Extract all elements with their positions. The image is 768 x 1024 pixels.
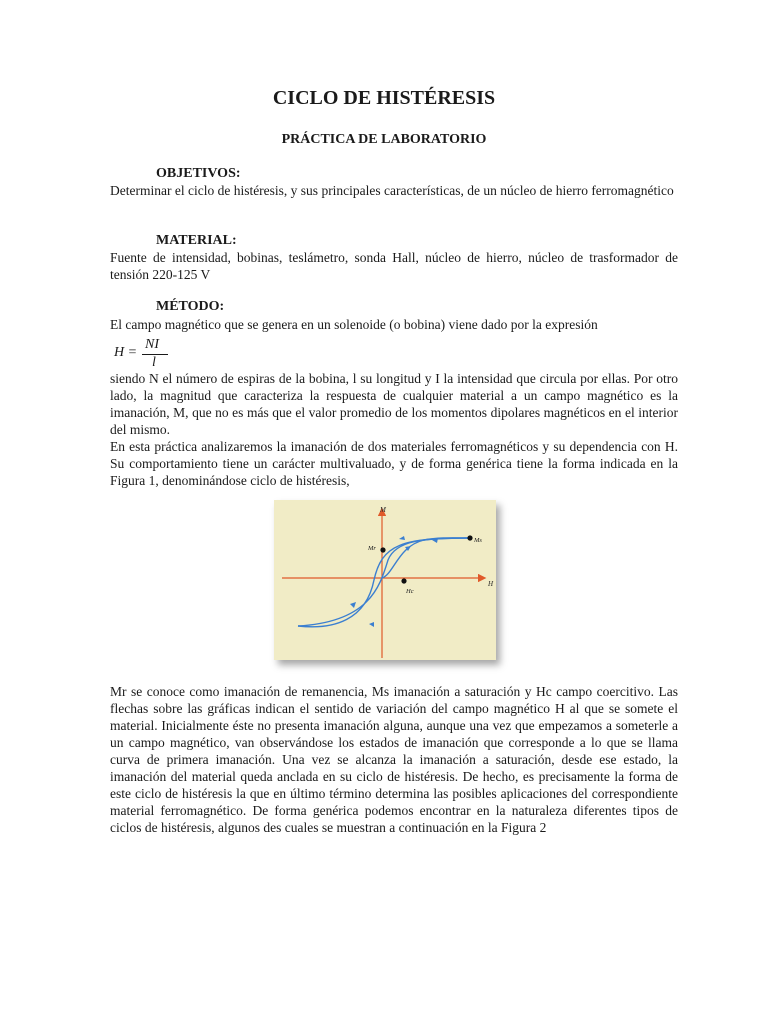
hysteresis-diagram — [274, 500, 496, 660]
first-magnetization-curve — [382, 538, 470, 578]
axis-h-label: H — [488, 580, 494, 588]
material-heading: MATERIAL: — [156, 233, 237, 248]
arrow-icon — [399, 536, 405, 540]
field-equation — [112, 336, 182, 370]
equation-numerator: NI — [145, 337, 159, 352]
ms-label: Ms — [474, 537, 482, 544]
explanation-paragraph: Mr se conoce como imanación de remanencia, Ms imanación a saturación y Hc campo coercitivo. Las flechas sobre las gráficas indican el sentido de variación del campo magnético H al que se somete el material. Inicialmente éste no presenta imanación alguna, aunque una vez que empezamos a someterle a un campo magnético, van observándose los estados de imanación que corresponde a lo que se llama curva de primera imanación. Una vez se alcanza la imanación a saturación, desde ese estado, la imanación del material queda anclada en su ciclo de histéresis. De hecho, es precisamente la forma de este ciclo de histéresis la que en último término determina las posibles aplicaciones del correspondiente material ferromagnético. De forma genérica podemos encontrar en la naturaleza diferentes tipos de ciclos de histéresis, algunos des cuales se muestran a continuación en la Figura 2 — [110, 684, 678, 835]
metodo-heading: MÉTODO: — [156, 299, 225, 314]
metodo-intro: El campo magnético que se genera en un solenoide (o bobina) viene dado por la expresión — [110, 317, 598, 332]
material-text: Fuente de intensidad, bobinas, teslámetro, sonda Hall, núcleo de hierro, núcleo de trasformador de tensión 220-125 V — [110, 250, 678, 282]
equation-lhs: H = — [114, 345, 138, 360]
saturation-point — [467, 535, 472, 540]
document-subtitle: PRÁCTICA DE LABORATORIO — [281, 132, 487, 147]
objetivos-text: Determinar el ciclo de histéresis, y sus principales características, de un núcleo de hierro ferromagnético — [110, 183, 674, 198]
axis-m-label: M — [380, 506, 386, 514]
metodo-paragraph-1: siendo N el número de espiras de la bobina, l su longitud y I la intensidad que circula por ellas. Por otro lado, la magnitud que caracteriza la respuesta de cualquier material a un campo magnético es la imanación, M, que no es más que el valor promedio de los momentos dipolares magnéticos en el interior del mismo. — [110, 371, 678, 437]
hysteresis-figure — [274, 500, 496, 660]
equation-denominator: l — [152, 355, 156, 370]
arrow-icon — [350, 602, 356, 608]
coercive-point — [401, 578, 406, 583]
remanence-point — [380, 547, 385, 552]
document-title: CICLO DE HISTÉRESIS — [272, 87, 496, 109]
mr-label: Mr — [368, 545, 376, 552]
hc-label: Hc — [406, 588, 414, 595]
arrow-icon — [369, 622, 374, 627]
objetivos-heading: OBJETIVOS: — [156, 166, 241, 181]
metodo-paragraph-2: En esta práctica analizaremos la imanación de dos materiales ferromagnéticos y su dependencia con H. Su comportamiento tiene un carácter multivaluado, y de forma genérica tiene la forma indicada en la Figura 1, denominándose ciclo de histéresis, — [110, 439, 678, 488]
